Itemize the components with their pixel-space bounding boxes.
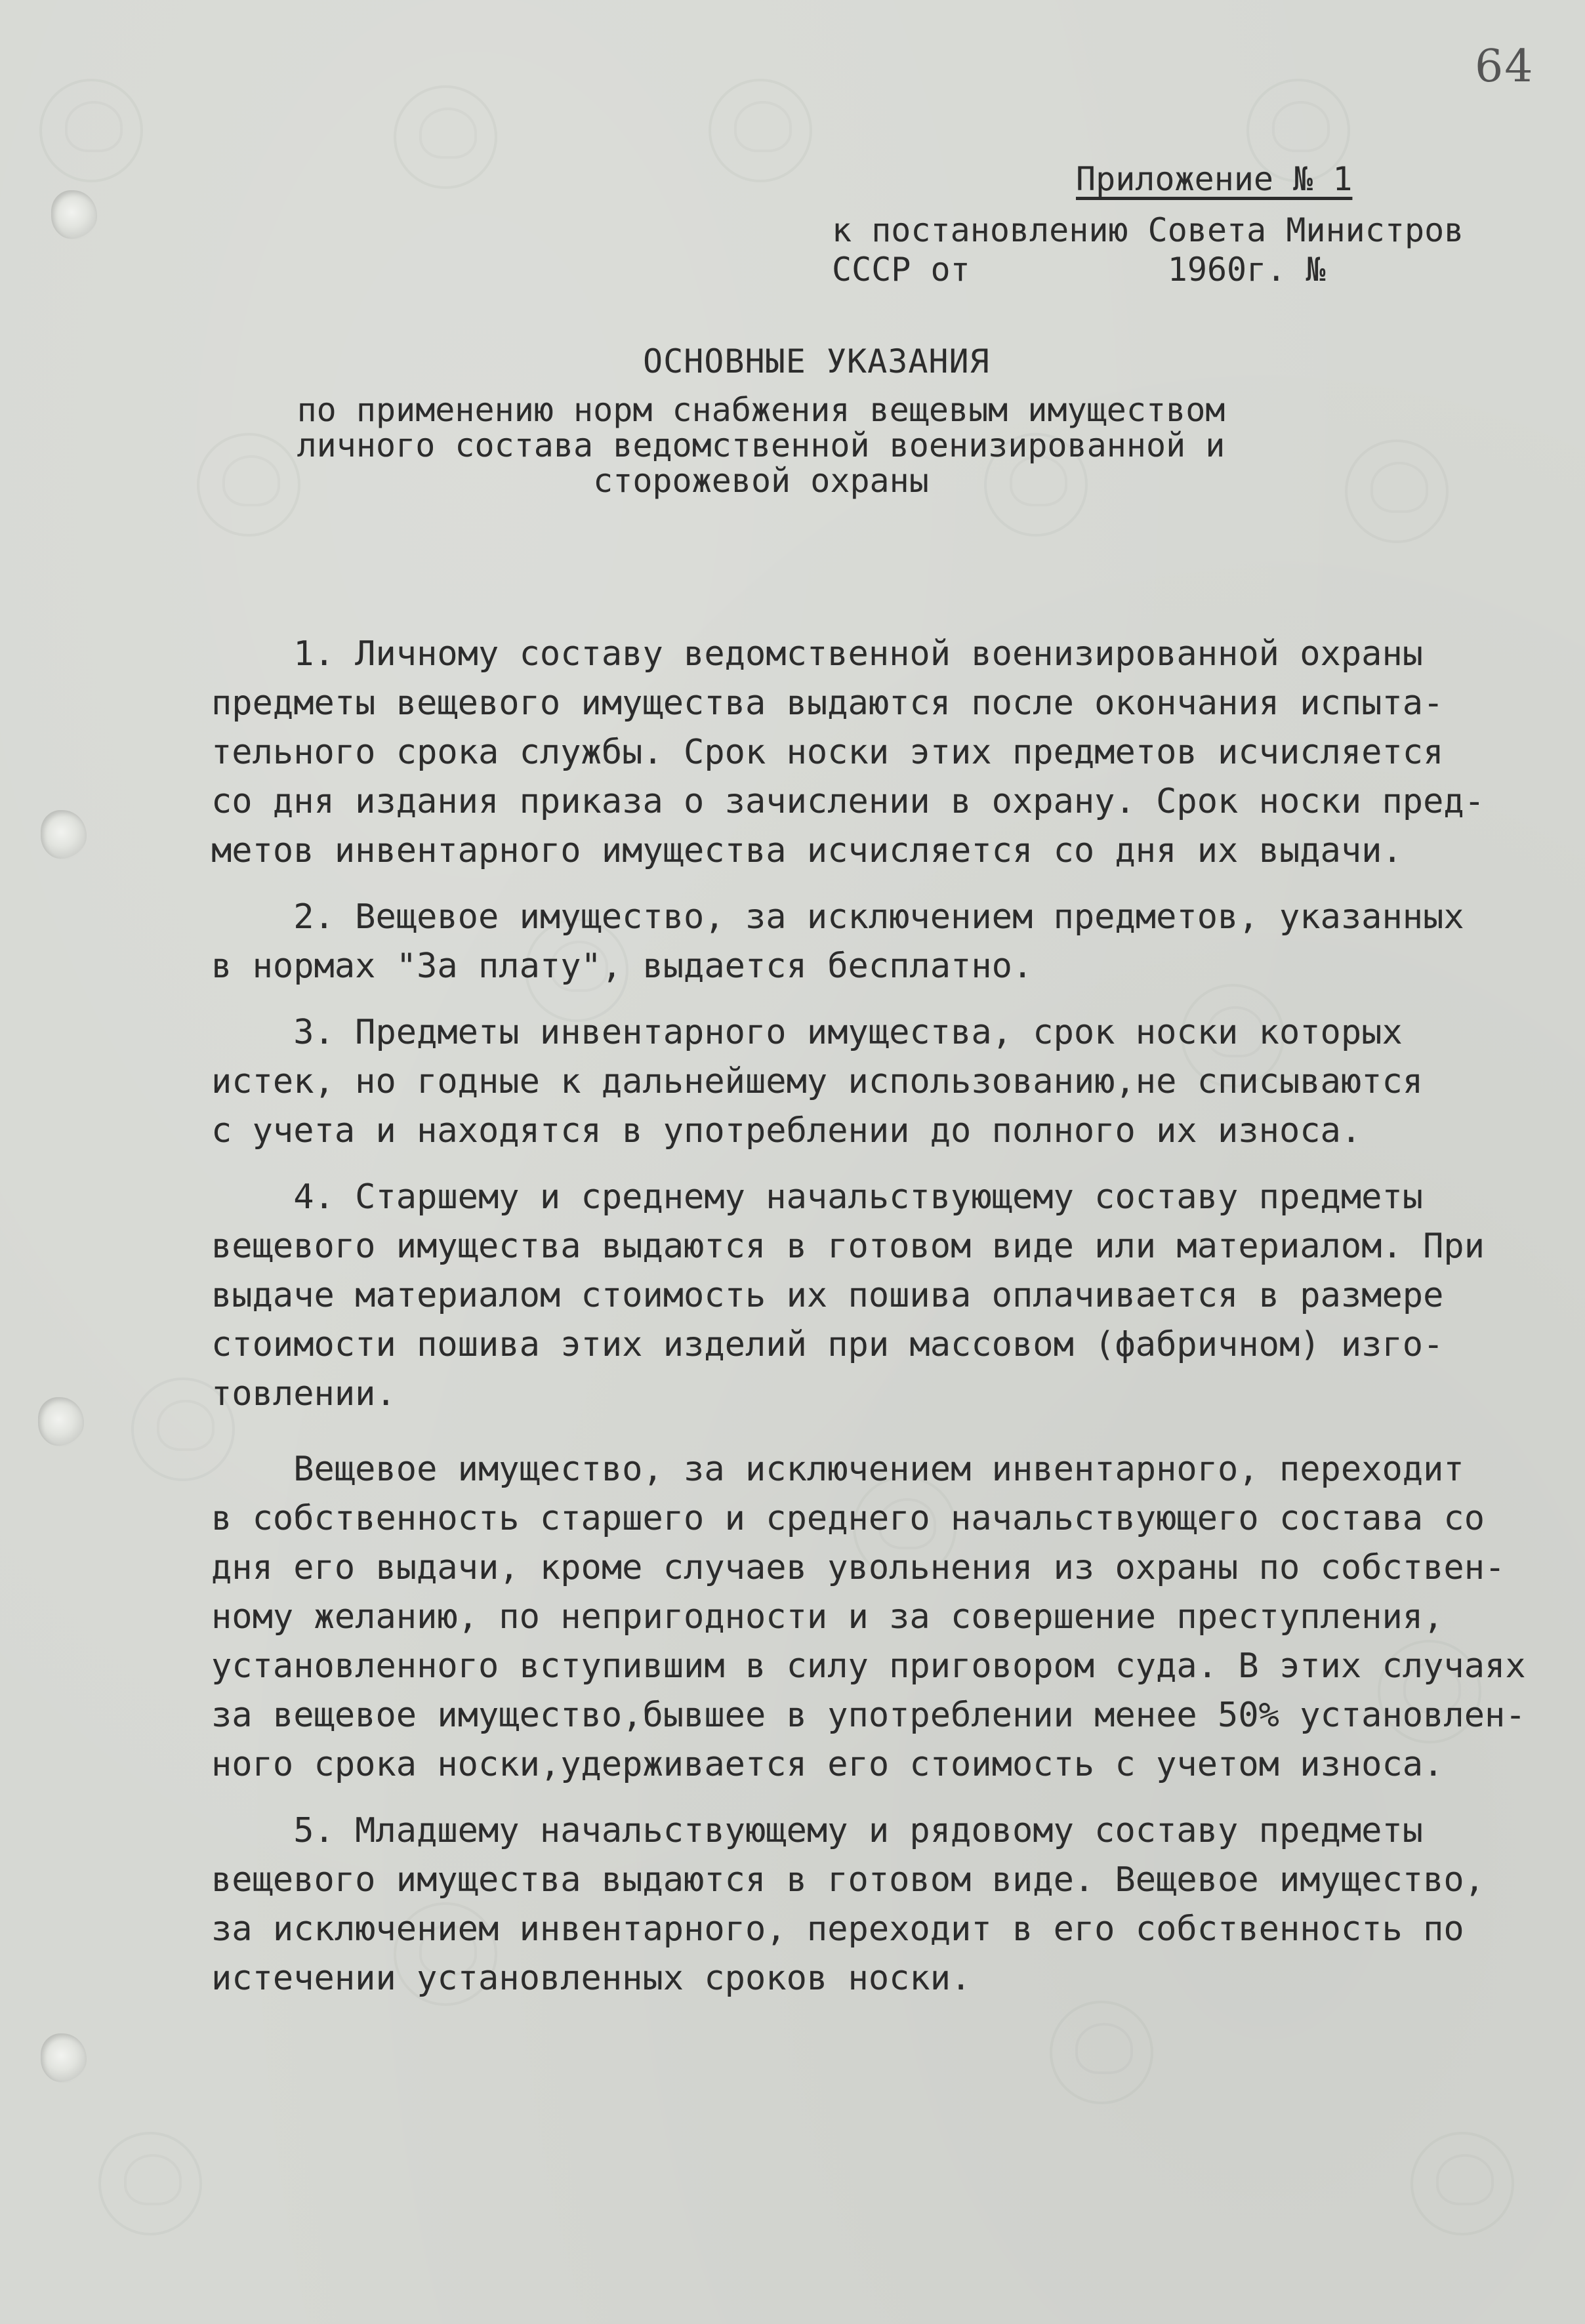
- text-line: в собственность старшего и среднего начальствующего состава со: [211, 1499, 1485, 1538]
- paragraph-4-continued: [211, 1445, 1526, 1789]
- annex-reference-line: к постановлению Совета Министров: [832, 211, 1464, 249]
- document-body: [211, 630, 1526, 2003]
- watermark-emblem: [709, 79, 812, 182]
- text-line: стоимости пошива этих изделий при массовом (фабричном) изго-: [211, 1325, 1444, 1364]
- paragraph-2: [211, 893, 1523, 991]
- binder-hole: [38, 1397, 84, 1446]
- text-line: Вещевое имущество, за исключением инвентарного, переходит: [211, 1450, 1464, 1489]
- watermark-emblem: [39, 79, 143, 182]
- paragraph-1: [211, 630, 1523, 876]
- binder-hole: [41, 2033, 87, 2083]
- text-line: вещевого имущества выдаются в готовом виде или материалом. При: [211, 1227, 1485, 1266]
- text-line: в нормах "За плату", выдается бесплатно.: [211, 947, 1033, 986]
- binder-hole: [41, 810, 87, 859]
- subheading-line: сторожевой охраны: [593, 462, 929, 500]
- text-line: ному желанию, по непригодности и за совершение преступления,: [211, 1597, 1444, 1637]
- text-line: 1. Личному составу ведомственной военизированной охраны: [211, 634, 1424, 674]
- watermark-emblem: [98, 2132, 202, 2235]
- text-line: 5. Младшему начальствующему и рядовому составу предметы: [211, 1811, 1424, 1850]
- subheading-line: личного состава ведомственной военизированной и: [297, 426, 1225, 464]
- binder-hole: [51, 190, 97, 239]
- annex-title: Приложение № 1: [1076, 160, 1353, 198]
- text-line: вещевого имущества выдаются в готовом виде. Вещевое имущество,: [211, 1860, 1485, 1900]
- paragraph-3: [211, 1008, 1523, 1156]
- text-line: выдаче материалом стоимость их пошива оплачивается в размере: [211, 1276, 1444, 1315]
- text-line: товлении.: [211, 1374, 396, 1414]
- text-line: 2. Вещевое имущество, за исключением предметов, указанных: [211, 897, 1464, 937]
- text-line: за исключением инвентарного, переходит в его собственность по: [211, 1909, 1464, 1949]
- paragraph-4: [211, 1173, 1523, 1419]
- text-line: предметы вещевого имущества выдаются после окончания испыта-: [211, 683, 1444, 723]
- text-line: установленного вступившим в силу приговором суда. В этих случаях: [211, 1646, 1526, 1686]
- text-line: с учета и находятся в употреблении до полного их износа.: [211, 1111, 1362, 1151]
- text-line: 4. Старшему и среднему начальствующему составу предметы: [211, 1177, 1424, 1217]
- watermark-emblem: [394, 85, 497, 189]
- text-line: за вещевое имущество,бывшее в употреблении менее 50% установлен-: [211, 1696, 1526, 1735]
- watermark-emblem: [1410, 2132, 1514, 2235]
- text-line: тельного срока службы. Срок носки этих предметов исчисляется: [211, 733, 1444, 772]
- document-heading: ОСНОВНЫЕ УКАЗАНИЯ: [643, 342, 990, 380]
- text-line: со дня издания приказа о зачислении в охрану. Срок носки пред-: [211, 782, 1485, 821]
- text-line: истечении установленных сроков носки.: [211, 1959, 972, 1998]
- page-number: 64: [1475, 41, 1534, 92]
- watermark-emblem: [1345, 439, 1449, 543]
- text-line: ного срока носки,удерживается его стоимость с учетом износа.: [211, 1745, 1444, 1784]
- subheading-line: по применению норм снабжения вещевым имуществом: [297, 391, 1225, 429]
- paragraph-5: [211, 1806, 1523, 2003]
- watermark-emblem: [1050, 2001, 1153, 2104]
- text-line: метов инвентарного имущества исчисляется со дня их выдачи.: [211, 831, 1403, 870]
- text-line: дня его выдачи, кроме случаев увольнения из охраны по собствен-: [211, 1548, 1506, 1587]
- annex-date-line: СССР от 1960г. №: [832, 251, 1326, 289]
- text-line: истек, но годные к дальнейшему использованию,не списываются: [211, 1062, 1424, 1101]
- text-line: 3. Предметы инвентарного имущества, срок носки которых: [211, 1013, 1403, 1052]
